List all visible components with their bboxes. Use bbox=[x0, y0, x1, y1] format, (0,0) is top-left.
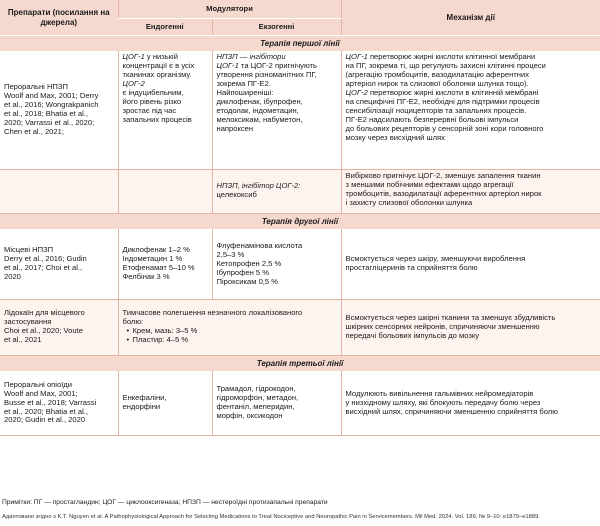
text-line: передачі больових імпульсів до мозку bbox=[345, 330, 480, 340]
text-line: є індуцибельним, bbox=[122, 88, 184, 98]
text-line: концентрації є в усіх bbox=[122, 61, 195, 71]
cell-drugs bbox=[0, 299, 118, 355]
text-line: Індометацин 1 % bbox=[122, 254, 183, 264]
bullet-item: • Крем, мазь: 3–5 % bbox=[123, 327, 337, 336]
text-line: Пероральні НПЗП bbox=[4, 82, 68, 92]
text-line: на специфічні ПГ-Е2, необхідні для підтримки процесів bbox=[345, 97, 540, 107]
bullet-item: • Пластир: 4–5 % bbox=[123, 336, 337, 345]
section-first-line: Терапія першої лінії bbox=[0, 36, 600, 52]
text-line: Всмоктується через шкіру, зменшуючи вироблення bbox=[345, 254, 526, 264]
text-line: диклофенак, ібупрофен, bbox=[216, 97, 303, 107]
cell-endogenous bbox=[118, 229, 212, 299]
cell-mechanism bbox=[341, 51, 600, 169]
text-line: мелоксикам, набуметон, bbox=[216, 115, 303, 125]
text-line: ЦОГ-2 перетворює жирні кислоти в клітинній мембрані bbox=[345, 88, 539, 98]
cell-drugs bbox=[0, 51, 118, 169]
cell-modulators bbox=[118, 299, 341, 355]
text-line: 2,5–3 % bbox=[216, 249, 245, 259]
text-line: у низхідному шляху, які блокують передачу болю через bbox=[345, 397, 541, 407]
text-line: Woolf and Max, 2001; Derry bbox=[4, 91, 99, 101]
text-line: і захисту слизової оболонки шлунка bbox=[345, 197, 473, 207]
cell-drugs bbox=[0, 169, 118, 213]
cell-mechanism bbox=[341, 371, 600, 435]
cell-exogenous bbox=[212, 169, 341, 213]
text-line: морфін, оксикодон bbox=[216, 411, 283, 421]
text-line: ЦОГ-2 bbox=[122, 79, 145, 89]
text-line: Busse et al., 2018; Varrassi bbox=[4, 397, 97, 407]
text-line: напроксен bbox=[216, 124, 254, 134]
table-row bbox=[0, 51, 600, 169]
text-line: et al., 2020; Bhatia et al., bbox=[4, 406, 89, 416]
text-line: етодолак, індометацин, bbox=[216, 106, 299, 116]
text-line: НПЗП, інгібітор ЦОГ-2: bbox=[216, 181, 301, 191]
text-line: його рівень різко bbox=[122, 97, 182, 107]
text-line: Енкефаліни, bbox=[122, 393, 167, 403]
table-row bbox=[0, 169, 600, 213]
text-line: ЦОГ-1 перетворює жирні кислоти клітинної мембрани bbox=[345, 52, 536, 62]
text-line: Choi et al., 2020; Voute bbox=[4, 326, 83, 336]
text-line: Фелбінак 3 % bbox=[122, 272, 170, 282]
text-line: тромбоцитів, вазодилатації аферентних артеріол нирок bbox=[345, 188, 542, 198]
table-row bbox=[0, 371, 600, 435]
text-line: Всмоктується через шкірні тканини та зменшує збудливість bbox=[345, 312, 556, 322]
cell-mechanism bbox=[341, 169, 600, 213]
cell-drugs bbox=[0, 229, 118, 299]
header-endogenous: Ендогенні bbox=[118, 19, 212, 36]
text-line: (агрегацію тромбоцитів, вазодилатацію аферентних bbox=[345, 70, 529, 80]
table-row bbox=[0, 229, 600, 299]
text-line: гідроморфон, метадон, bbox=[216, 393, 299, 403]
header-modulators: Модулятори bbox=[118, 0, 341, 19]
text-line: Chen et al., 2021; bbox=[4, 127, 64, 137]
text-line: тканинах організму. bbox=[122, 70, 192, 80]
text-line: фентаніл, меперидин, bbox=[216, 402, 295, 412]
cell-exogenous bbox=[212, 371, 341, 435]
text-line: з меншими побічними ефектами щодо агрегації bbox=[345, 179, 514, 189]
text-line: ендорфіни bbox=[122, 402, 161, 412]
text-line: ПГ-Е2 надсилають безперервні больові імпульси bbox=[345, 115, 519, 125]
cell-drugs bbox=[0, 371, 118, 435]
cell-endogenous bbox=[118, 169, 212, 213]
text-line: Диклофенак 1–2 % bbox=[122, 245, 190, 255]
text-line: артеріол нирок та слизової оболонки шлунка тощо). bbox=[345, 79, 529, 89]
text-line: Лідокаїн для місцевого bbox=[4, 308, 85, 318]
text-line: до больових рецепторів у сенсорній зоні кори головного bbox=[345, 124, 544, 134]
text-line: зокрема ПГ-Е2. bbox=[216, 79, 271, 89]
text-line: Модулюють вивільнення гальмівних нейромедіаторів bbox=[345, 388, 534, 398]
text-line: Вибірково пригнічує ЦОГ-2, зменшує запалення тканин bbox=[345, 170, 541, 180]
text-line: Етофенамат 5–10 % bbox=[122, 263, 195, 273]
text-line: утворення різноманітних ПГ, bbox=[216, 70, 317, 80]
modulator-list bbox=[123, 327, 337, 345]
cell-mechanism bbox=[341, 229, 600, 299]
cell-endogenous bbox=[118, 371, 212, 435]
text-line: et al., 2021 bbox=[4, 335, 42, 345]
text-line: 2020 bbox=[4, 272, 21, 282]
text-line: Тимчасове полегшення незначного локалізованого bbox=[122, 308, 303, 318]
text-line: Найпоширеніші: bbox=[216, 88, 274, 98]
text-line: Кетопрофен 2,5 % bbox=[216, 258, 282, 268]
text-line: зростає під час bbox=[122, 106, 177, 116]
text-line: сенсибілізації ноцицепторів та запальних процесів. bbox=[345, 106, 527, 116]
text-line: et al., 2016; Wongrakpanich bbox=[4, 100, 99, 110]
text-line: болю: bbox=[122, 317, 144, 327]
cell-exogenous bbox=[212, 229, 341, 299]
cell-mechanism bbox=[341, 299, 600, 355]
text-line: Derry et al., 2016; Gudin bbox=[4, 254, 87, 264]
text-line: Пероральні опіоїди bbox=[4, 379, 72, 389]
text-line: Місцеві НПЗП bbox=[4, 245, 54, 255]
text-line: мозку через висхідний шлях bbox=[345, 133, 445, 143]
text-line: Флуфенамінова кислота bbox=[216, 240, 303, 250]
text-line: запальних процесів bbox=[122, 115, 192, 125]
table-row bbox=[0, 299, 600, 355]
text-line: шкірних сенсорних нейронів, спричиняючи зменшенню bbox=[345, 321, 540, 331]
text-line: ЦОГ-1 у низькій bbox=[122, 52, 178, 62]
table-notes: Примітки: ПГ — простагландин; ЦОГ — циклооксигеназа; НПЗП — нестероїдні протизапальні препарати bbox=[2, 499, 328, 506]
cell-exogenous bbox=[212, 51, 341, 169]
modulator-lead bbox=[123, 309, 337, 327]
text-line: 2020; Gudin et al., 2020 bbox=[4, 415, 86, 425]
header-exogenous: Екзогенні bbox=[212, 19, 341, 36]
header-mechanism: Механізм дії bbox=[341, 0, 600, 36]
text-line: Трамадол, гідрокодон, bbox=[216, 384, 296, 394]
text-line: Піроксикам 0,5 % bbox=[216, 276, 278, 286]
text-line: et al., 2017; Choi et al., bbox=[4, 263, 83, 273]
text-line: ЦОГ-1 та ЦОГ-2 пригнічують bbox=[216, 61, 317, 71]
text-line: застосування bbox=[4, 317, 52, 327]
text-line: висхідний шлях, спричиняючи зменшенню сприйняття болю bbox=[345, 406, 558, 416]
text-line: et al., 2018; Bhatia et al., bbox=[4, 109, 89, 119]
section-second-line: Терапія другої лінії bbox=[0, 213, 600, 229]
text-line: на ПГ, зокрема ті, що регулують захисні клітинні процеси bbox=[345, 61, 546, 71]
section-third-line: Терапія третьої лінії bbox=[0, 355, 600, 371]
text-line: простагліцеринів та сприйняття болю bbox=[345, 263, 478, 273]
text-line: Ібупрофен 5 % bbox=[216, 267, 270, 277]
text-line: Woolf and Max, 2001; bbox=[4, 388, 78, 398]
text-line: 2020; Varrassi et al., 2020; bbox=[4, 118, 95, 128]
header-drugs: Препарати (посилання на джерела) bbox=[0, 0, 118, 36]
text-line: целекоксиб bbox=[216, 190, 257, 200]
cell-endogenous bbox=[118, 51, 212, 169]
text-line: НПЗП — інгібітори bbox=[216, 52, 286, 62]
source-citation: Адаптовано згідно з K.T. Nguyen et al. A Pathophysiological Approach for Selecting Medications to Treat Nociceptive and Neuropathic Pain in Servicemembers. Mil Med. 2024. Vol. 189, № 9–10: e1879–e1889. bbox=[2, 514, 540, 520]
